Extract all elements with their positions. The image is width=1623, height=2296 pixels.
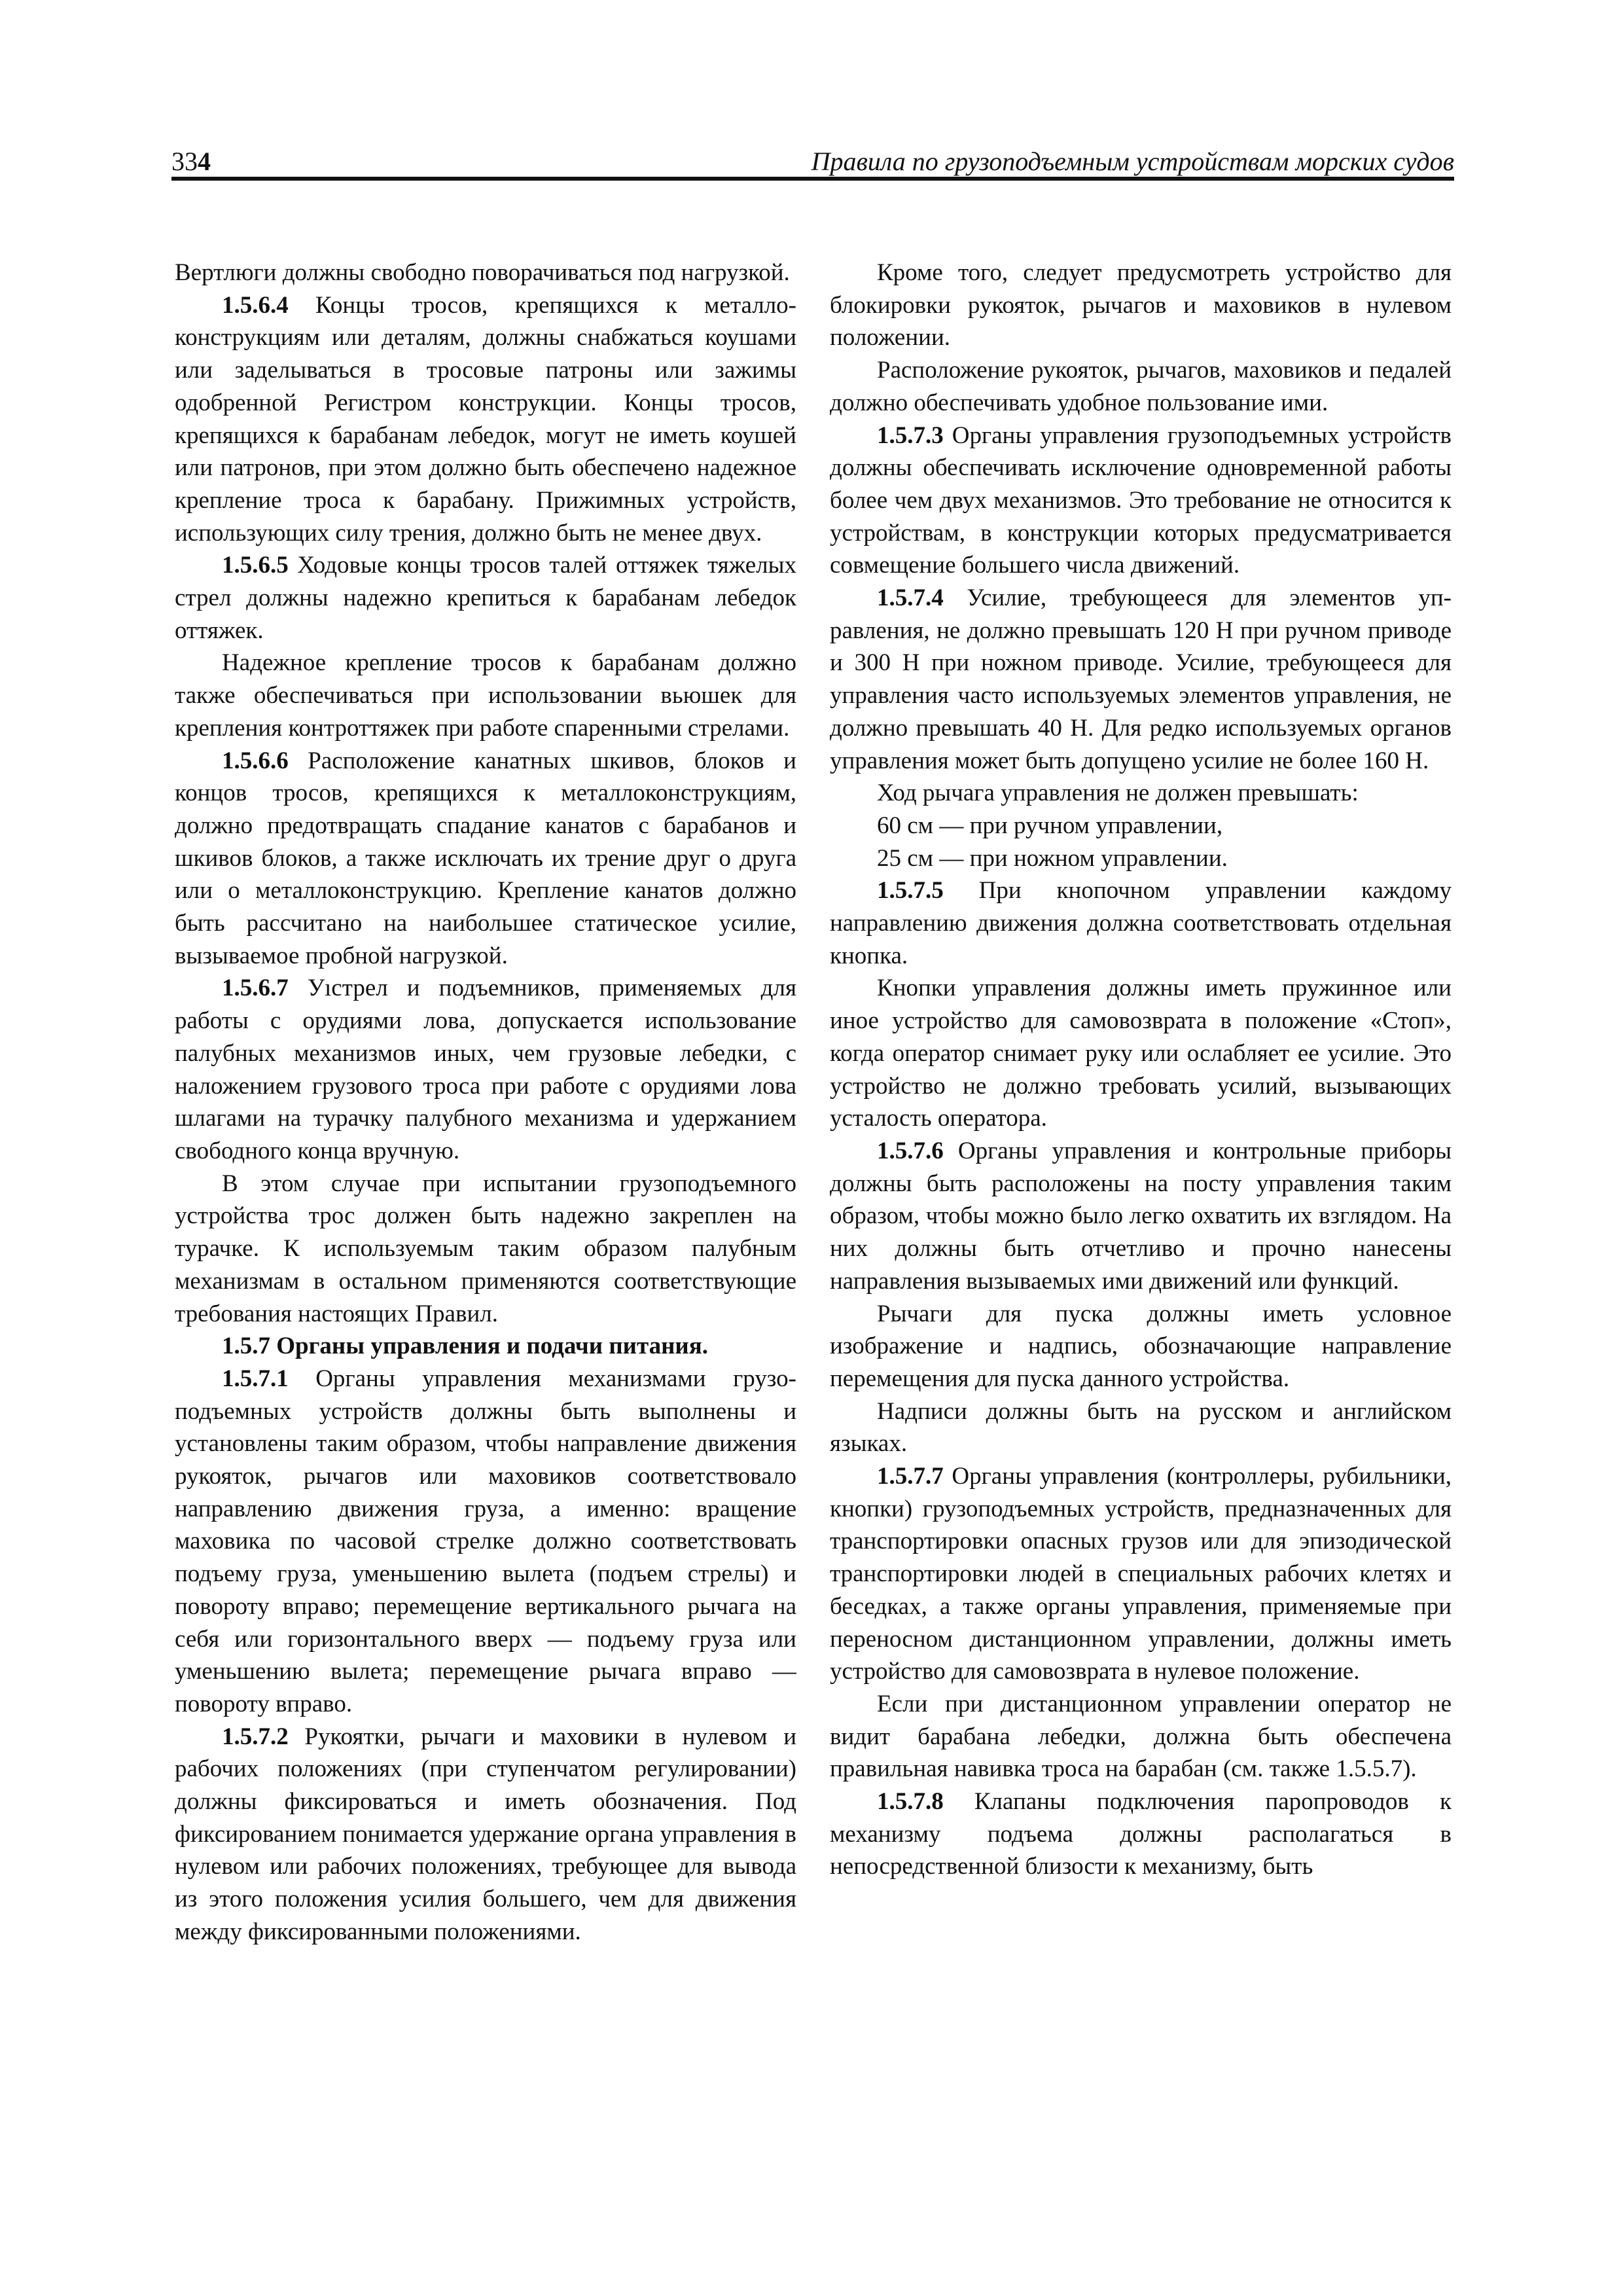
paragraph: Рычаги для пуска должны иметь условное изображение и надпись, обозначающие направление перемещения для пуска данного устройства. [830,1300,1452,1392]
header-rule [171,177,1454,181]
paragraph: В этом случае при испытании грузоподъемного устройства трос должен быть надежно закреплен на турачке. К используемым таким образом палубным механизмам в остальном применяются соответствующие требования настоящих Правил. [175,1170,796,1327]
paragraph: 25 см — при ножном управлении. [877,844,1228,872]
page-number: 334 [171,147,211,176]
paragraph: 1.5.7.1 Органы управления механизмами грузоподъемных устройств должны быть выполнены и установлены таким образом, чтобы направление движения рукояток, рычагов или маховиков соответствовало направлению движения груза, а именно: вращение маховика по часовой стрелке должно соответствовать подъему груза, уменьшению вылета (подъем стрелы) и повороту вправо; перемещение вертикального рычага на себя или горизонтального вверх — подъему груза или уменьшению вылета; перемещение рычага вправо — повороту вправо. [175,1365,796,1717]
paragraph: 1.5.6.6 Расположение канатных шкивов, блоков и концов тросов, крепящихся к металлоконструкциям, должно предотвращать спадание канатов с барабанов и шкивов блоков, а также исключать их трение друг о друга или о металлоконструкцию. Крепление канатов должно быть рассчитано на наибольшее статическое усилие, вызываемое пробной нагрузкой. [175,747,796,969]
paragraph: Ход рычага управления не должен превышать: [877,780,1359,807]
paragraph: 1.5.7.2 Рукоятки, рычаги и маховики в нулевом и рабочих положениях (при ступенчатом регулировании) должны фиксироваться и иметь обозначения. Под фиксированием понимается удержание органа управления в нулевом или рабочих положениях, требующее для вывода из этого положения усилия большего, чем для движения между фиксированными положениями. [175,1723,796,1945]
paragraph: Надписи должны быть на русском и английском языках. [830,1397,1452,1458]
paragraph: 60 см — при ручном управлении, [877,812,1223,839]
running-title: Правила по грузоподъемным устройствам морских судов [811,147,1454,176]
paragraph: Расположение рукояток, рычагов, маховиков и педалей должно обеспечивать удобное пользование ими. [830,357,1452,416]
paragraph: 1.5.7.8 Клапаны подключения паропроводов к механизму подъема должны располагаться в непосредственной близости к механизму, быть [830,1788,1452,1880]
paragraph: 1.5.6.7 Уıстрел и подъемников, применяемых для работы с орудиями лова, допускается использование палубных механизмов иных, чем грузовые лебедки, с наложением грузового троса при работе с орудиями лова шлагами на турачку палубного механизма и удержанием свободного конца вручную. [175,975,796,1164]
paragraph: Если при дистанционном управлении оператор не видит барабана лебедки, должна быть обеспечена правильная навивка троса на барабан (см. также 1.5.5.7). [830,1690,1452,1783]
right-column [830,257,1452,2102]
paragraph: Кроме того, следует предусмотреть устройство для блокировки рукояток, рычагов и маховиков в нулевом положении. [830,259,1452,351]
paragraph: Вертлюги должны свободно поворачиваться под нагрузкой. [175,259,790,286]
paragraph: 1.5.7.6 Органы управления и контрольные приборы должны быть расположены на посту управления таким образом, чтобы можно было легко охватить их взглядом. На них должны быть отчетливо и прочно нанесены направления вызываемых ими движений или функций. [830,1137,1452,1295]
paragraph: 1.5.6.4 Концы тросов, крепящихся к металлоконструкциям или деталям, должны снабжаться коушами или заделываться в тросовые патроны или зажимы одобренной Регистром конструкции. Концы тросов, крепящихся к барабанам лебедок, могут не иметь коушей или патронов, при этом должно быть обеспечено надежное крепление троса к барабану. Прижимных устройств, использующих силу трения, должно быть не менее двух. [175,291,796,547]
paragraph: 1.5.7.4 Усилие, требующееся для элементов управления, не должно превышать 120 Н при ручном приводе и 300 Н при ножном приводе. Усилие, требующееся для управления часто используемых элементов управления, не должно превышать 40 Н. Для редко используемых органов управления может быть допущено усилие не более 160 Н. [830,584,1452,774]
paragraph: 1.5.6.5 Ходовые концы тросов талей оттяжек тяжелых стрел должны надежно крепиться к барабанам лебедок оттяжек. [175,552,796,644]
paragraph: Надежное крепление тросов к барабанам должно также обеспечиваться при использовании вьюшек для крепления контроттяжек при работе спаренными стрелами. [175,649,796,742]
paragraph: 1.5.7.7 Органы управления (контроллеры, рубильники, кнопки) грузоподъемных устройств, предназначенных для транспортировки опасных грузов или для эпизодической транспортировки людей в специальных рабочих клетях и беседках, а также органы управления, применяемые при переносном дистанционном управлении, должны иметь устройство для самовозврата в нулевое положение. [830,1463,1452,1685]
paragraph: 1.5.7.3 Органы управления грузоподъемных устройств должны обеспечивать исключение одновременной работы более чем двух механизмов. Это требование не относится к устройствам, в конструкции которых предусматривается совмещение большего числа движений. [830,422,1452,579]
section-heading: 1.5.7 Органы управления и подачи питания. [222,1333,708,1360]
left-column [175,257,796,2102]
paragraph: Кнопки управления должны иметь пружинное или иное устройство для самовозврата в положение «Стоп», когда оператор снимает руку или ослабляет ее усилие. Это устройство не должно требовать усилий, вызывающих усталость оператора. [830,975,1452,1132]
paragraph: 1.5.7.5 При кнопочном управлении каждому направлению движения должна соответствовать отдельная кнопка. [830,877,1452,969]
